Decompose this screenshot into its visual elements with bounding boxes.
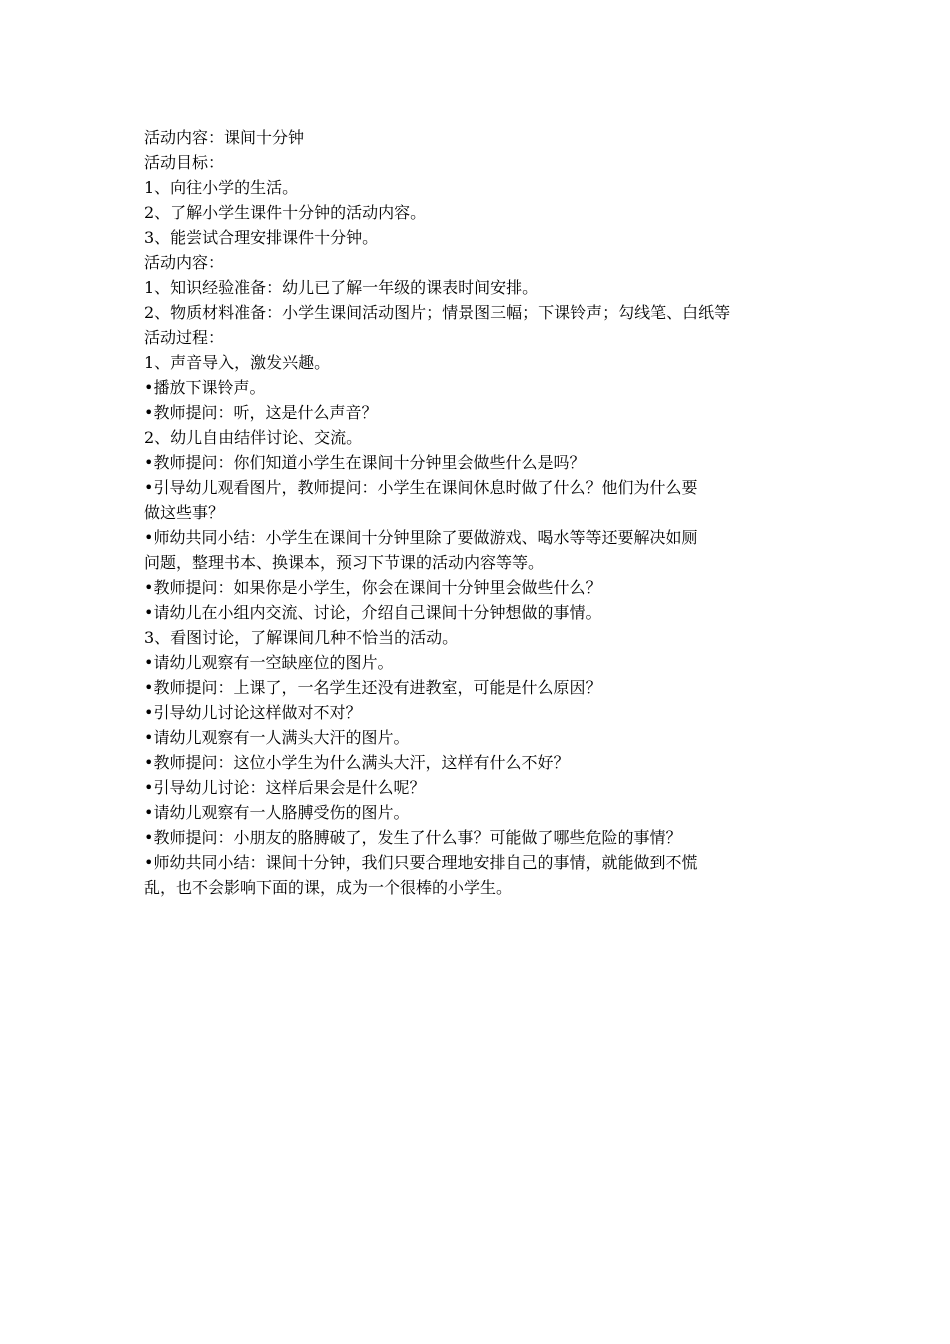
process-bullet: •教师提问：你们知道小学生在课间十分钟里会做些什么是吗？ [144, 453, 586, 472]
goal-item: 1、向往小学的生活。 [144, 178, 299, 197]
process-bullet: •教师提问：上课了，一名学生还没有进教室，可能是什么原因？ [144, 678, 602, 697]
process-step: 1、声音导入，激发兴趣。 [144, 353, 331, 372]
process-bullet: •师幼共同小结：课间十分钟，我们只要合理地安排自己的事情，就能做到不慌 [144, 853, 698, 872]
content-heading: 活动内容： [144, 253, 225, 272]
process-bullet: •教师提问：听，这是什么声音？ [144, 403, 378, 422]
process-step: 2、幼儿自由结伴讨论、交流。 [144, 428, 363, 447]
document-body [144, 125, 816, 900]
process-bullet-continuation: 乱，也不会影响下面的课，成为一个很棒的小学生。 [144, 878, 513, 897]
process-heading: 活动过程： [144, 328, 225, 347]
preparation-item: 2、物质材料准备：小学生课间活动图片；情景图三幅；下课铃声；勾线笔、白纸等 [144, 303, 731, 322]
process-bullet: •引导幼儿观看图片，教师提问：小学生在课间休息时做了什么？他们为什么要 [144, 478, 698, 497]
process-bullet: •教师提问：小朋友的胳膊破了，发生了什么事？可能做了哪些危险的事情？ [144, 828, 682, 847]
process-step: 3、看图讨论，了解课间几种不恰当的活动。 [144, 628, 459, 647]
preparation-item: 1、知识经验准备：幼儿已了解一年级的课表时间安排。 [144, 278, 539, 297]
goals-heading: 活动目标： [144, 153, 225, 172]
goal-item: 3、能尝试合理安排课件十分钟。 [144, 228, 379, 247]
process-bullet: •请幼儿观察有一空缺座位的图片。 [144, 653, 394, 672]
process-bullet: •请幼儿在小组内交流、讨论，介绍自己课间十分钟想做的事情。 [144, 603, 602, 622]
process-bullet: •师幼共同小结：小学生在课间十分钟里除了要做游戏、喝水等等还要解决如厕 [144, 528, 698, 547]
goal-item: 2、了解小学生课件十分钟的活动内容。 [144, 203, 427, 222]
process-bullet-continuation: 问题，整理书本、换课本，预习下节课的活动内容等等。 [144, 553, 545, 572]
process-bullet: •请幼儿观察有一人胳膊受伤的图片。 [144, 803, 410, 822]
process-bullet: •教师提问：这位小学生为什么满头大汗，这样有什么不好？ [144, 753, 570, 772]
process-bullet: •播放下课铃声。 [144, 378, 266, 397]
process-bullet: •引导幼儿讨论：这样后果会是什么呢？ [144, 778, 426, 797]
process-bullet-continuation: 做这些事？ [144, 503, 225, 522]
process-bullet: •请幼儿观察有一人满头大汗的图片。 [144, 728, 410, 747]
activity-title-line: 活动内容：课间十分钟 [144, 128, 305, 147]
process-bullet: •教师提问：如果你是小学生，你会在课间十分钟里会做些什么？ [144, 578, 602, 597]
process-bullet: •引导幼儿讨论这样做对不对？ [144, 703, 362, 722]
